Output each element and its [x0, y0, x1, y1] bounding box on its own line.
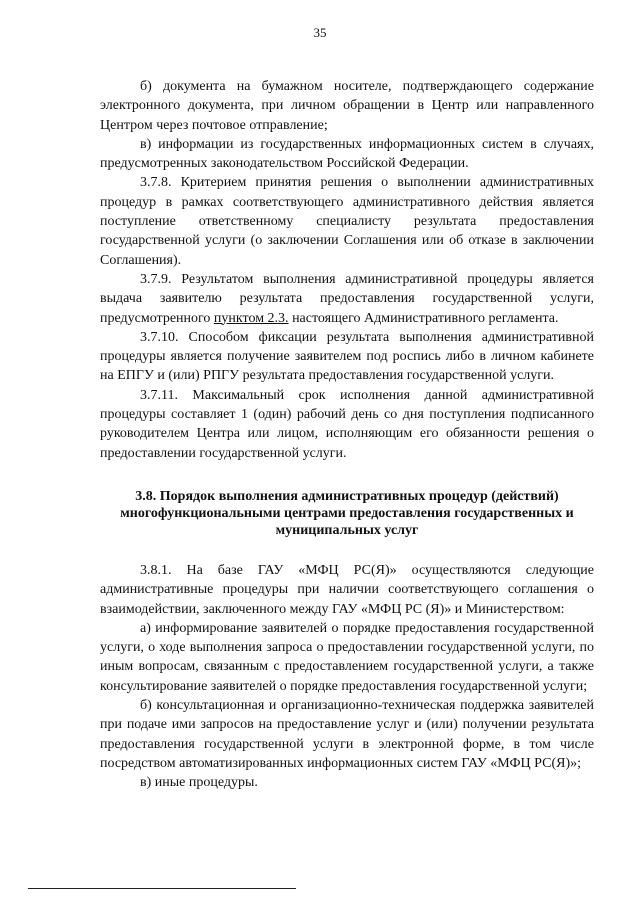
paragraph-b-consulting-support: б) консультационная и организационно-техническая поддержка заявителей при подаче ими запросов на предоставление услуг и (или) получении результата предоставления государственной услуги в электронной форме, в том числе посредством автоматизированных информационных систем ГАУ «МФЦ РС(Я)»; — [100, 698, 594, 771]
paragraph-3-7-9 — [100, 270, 594, 328]
clause-2-3-link[interactable]: пунктом 2.3. — [213, 310, 289, 326]
section-heading-3-8: 3.8. Порядок выполнения административных процедур (действий) многофункциональными центрами предоставления государственных и муниципальных услуг — [120, 488, 574, 538]
paragraph-3-7-10: 3.7.10. Способом фиксации результата выполнения административной процедуры является получение заявителем под роспись либо в личном кабинете на ЕПГУ и (или) РПГУ результата предоставления государственной услуги. — [100, 329, 594, 384]
page-content — [100, 77, 594, 793]
page-number: 35 — [313, 25, 327, 40]
footnote-separator — [28, 888, 296, 889]
paragraph-v-state-info-systems: в) информации из государственных информационных систем в случаях, предусмотренных законодательством Российской Федерации. — [100, 136, 594, 172]
paragraph-v-other-procedures: в) иные процедуры. — [140, 775, 258, 791]
paragraph-a-informing: а) информирование заявителей о порядке предоставления государственной услуги, о ходе выполнения запроса о предоставлении государственной услуги, по иным вопросам, связанным с предоставлением государственной услуги, а также консультирование заявителей о порядке предоставления государственной услуги; — [100, 620, 594, 694]
paragraph-3-7-9-text-end: настоящего Административного регламента. — [288, 310, 559, 326]
paragraph-3-7-8: 3.7.8. Критерием принятия решения о выполнении административных процедур в рамках соответствующего административного действия является поступление ответственному специалисту результата предоставления государственной услуги (о заключении Соглашения или об отказе в заключении Соглашения). — [100, 175, 594, 268]
paragraph-3-8-1: 3.8.1. На базе ГАУ «МФЦ РС(Я)» осуществляются следующие административные процедуры при наличии соответствующего соглашения о взаимодействии, заключенного между ГАУ «МФЦ РС (Я)» и Министерством: — [100, 562, 594, 617]
paragraph-3-7-11: 3.7.11. Максимальный срок исполнения данной административной процедуры составляет 1 (один) рабочий день со дня поступления подписанного руководителем Центра или лицом, исполняющим его обязанности решения о предоставлении государственной услуги. — [100, 387, 594, 461]
paragraph-b-paper-document: б) документа на бумажном носителе, подтверждающего содержание электронного документа, при личном обращении в Центр или направленного Центром через почтовое отправление; — [100, 79, 594, 133]
paragraph-3-7-9-text-start: 3.7.9. Результатом выполнения административной процедуры является выдача заявителю результата предоставления государственной услуги, предусмотренного — [100, 271, 594, 326]
